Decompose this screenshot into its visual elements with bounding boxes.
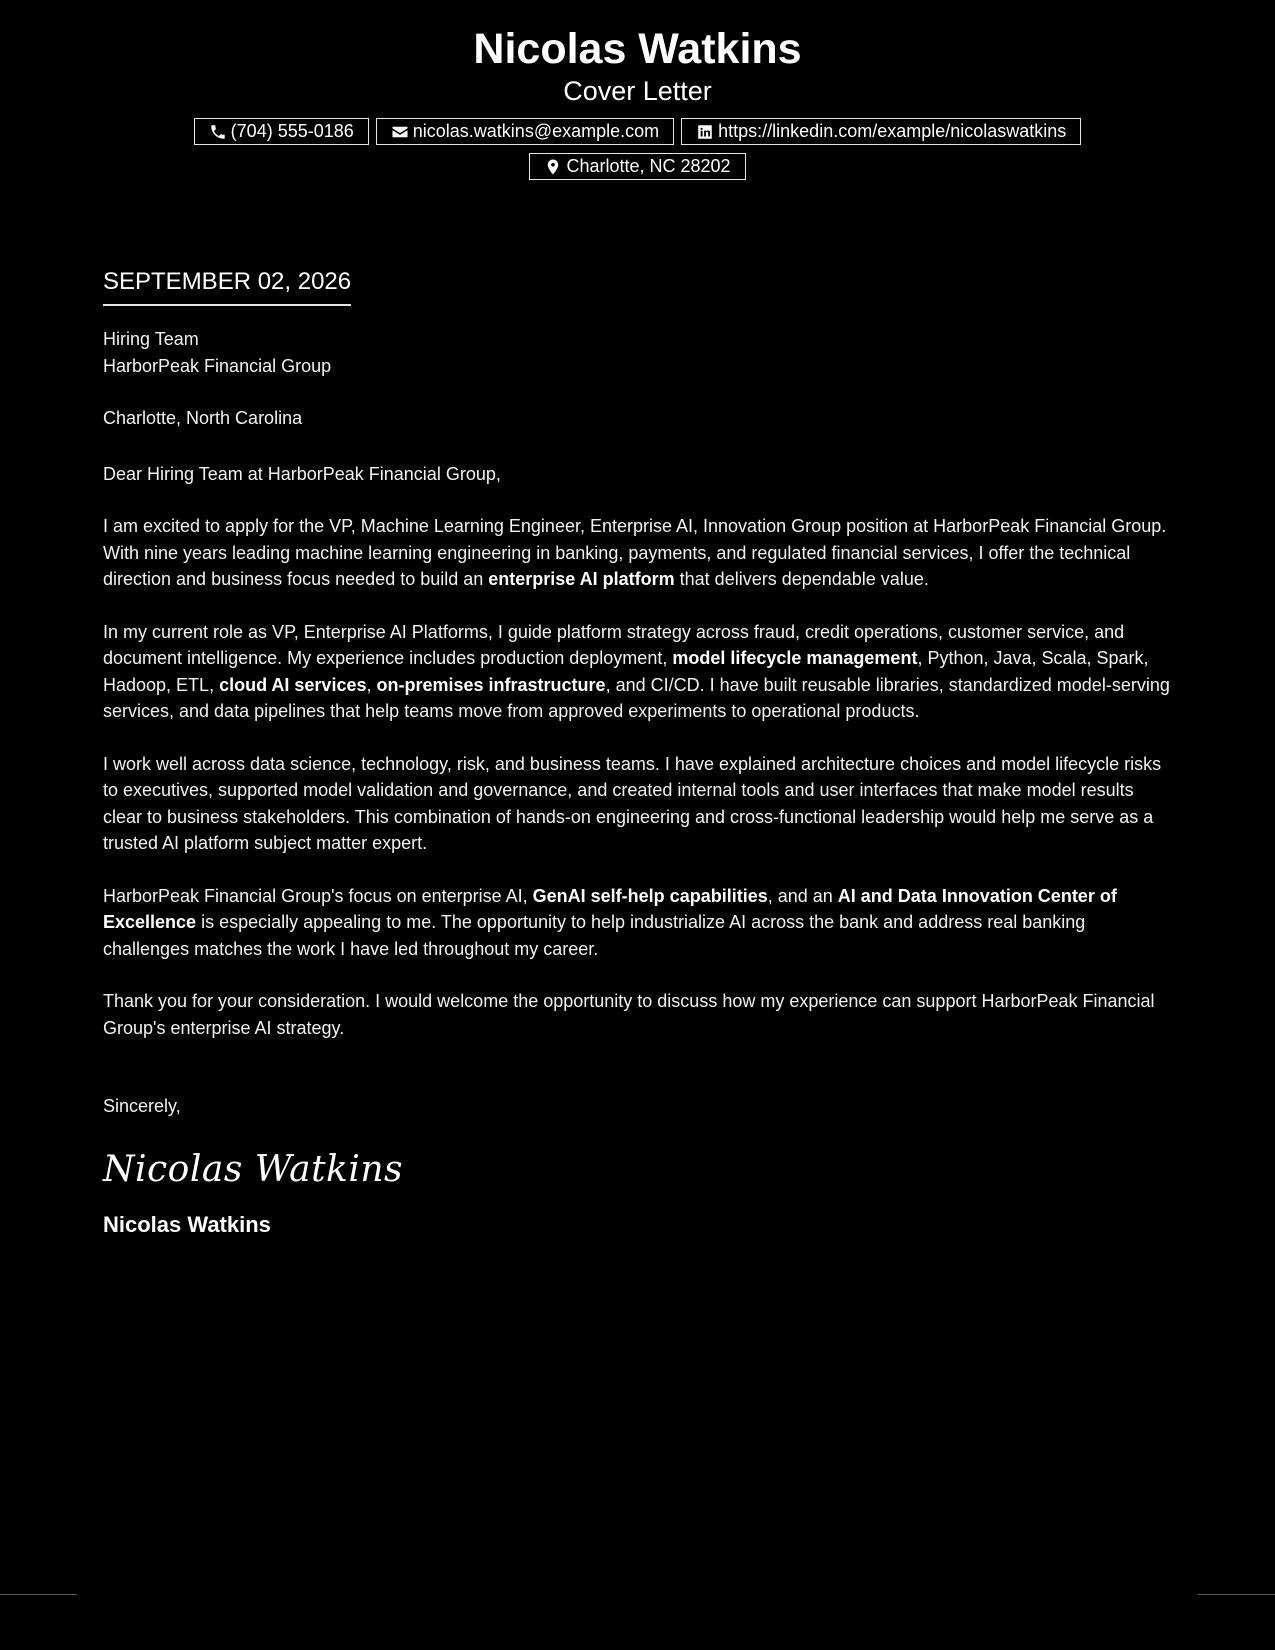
paragraph-2-highlight-2: cloud AI services (219, 674, 367, 695)
phone-icon (209, 123, 227, 141)
linkedin-icon (696, 123, 714, 141)
paragraph-2-text-d: , (366, 674, 377, 695)
contact-list (0, 118, 1275, 145)
paragraph-2-highlight-1: model lifecycle management (672, 648, 918, 668)
paragraph-2 (103, 619, 1173, 725)
contact-email-text: nicolas.watkins@example.com (412, 121, 660, 141)
paragraph-1-text-c: that delivers dependable value. (674, 569, 929, 589)
paragraph-2-text-e: , and CI/CD. I have built reusable libraries, standardized model-serving services, and data pipelines that help teams move from approved experiments to operational products. (103, 674, 1170, 721)
contact-linkedin[interactable] (681, 118, 1081, 145)
paragraph-4-highlight-2: AI and Data Innovation Center of Excellence (103, 885, 1117, 932)
contact-phone[interactable] (194, 118, 369, 145)
applicant-name: Nicolas Watkins (473, 25, 802, 73)
letter-body (103, 266, 1173, 1238)
recipient-block (103, 326, 1173, 379)
paragraph-1-text-a: I am excited to apply for the VP, Machine Learning Engineer, Enterprise AI, Innovation Group position at HarborPeak Financial Group. With nine years leading machine learning engineering in banking, payments, and regulated financial services, I offer the technical direction and business focus needed to build an (103, 516, 1167, 589)
recipient-team: Hiring Team (103, 329, 199, 349)
paragraph-4-text-d: is especially appealing to me. The opportunity to help industrialize AI across the bank and address real banking challenges matches the work I have led throughout my career. (103, 912, 1086, 959)
contact-linkedin-text: https://linkedin.com/example/nicolaswatkins (718, 121, 1067, 141)
paragraph-2-text-c: , Python, Java, Scala, Spark, Hadoop, ETL, (103, 648, 1149, 695)
paragraph-1-highlight-1: enterprise AI platform (488, 569, 675, 589)
paragraph-4 (103, 883, 1173, 963)
signature: Nicolas Watkins (103, 1148, 404, 1190)
paragraph-4-text-c: , and an (767, 885, 838, 906)
footer-divider-left (0, 1594, 77, 1595)
signer-name: Nicolas Watkins (103, 1211, 271, 1237)
paragraph-4-text-a: HarborPeak Financial Group's focus on enterprise AI, (103, 885, 533, 906)
map-marker-icon (544, 158, 562, 176)
contact-location-text: Charlotte, NC 28202 (566, 156, 731, 176)
paragraph-3: I work well across data science, technology, risk, and business teams. I have explained architecture choices and model lifecycle risks to executives, supported model validation and governance, and created internal tools and user interfaces that make model results clear to business stakeholders. This combination of hands-on engineering and cross-functional leadership would help me serve as a trusted AI platform subject matter expert. (103, 753, 1162, 853)
recipient-company: HarborPeak Financial Group (103, 355, 332, 376)
contact-list-row-2 (0, 153, 1275, 180)
paragraph-4-highlight-1: GenAI self-help capabilities (532, 885, 768, 906)
letter-date: SEPTEMBER 02, 2026 (103, 266, 351, 306)
greeting: Dear Hiring Team at HarborPeak Financial Group, (103, 463, 501, 484)
footer-divider-right (1198, 1594, 1275, 1595)
paragraph-5: Thank you for your consideration. I would welcome the opportunity to discuss how my experience can support HarborPeak Financial Group's enterprise AI strategy. (103, 991, 1155, 1038)
paragraph-2-highlight-3: on-premises infrastructure (376, 674, 606, 695)
document-type: Cover Letter (563, 76, 712, 106)
envelope-icon (391, 123, 409, 141)
letter-header (0, 22, 1275, 180)
contact-phone-text: (704) 555-0186 (230, 121, 354, 141)
closing: Sincerely, (103, 1096, 181, 1116)
contact-email[interactable] (376, 118, 674, 145)
paragraph-2-text-a: In my current role as VP, Enterprise AI Platforms, I guide platform strategy across fraud, credit operations, customer service, and document intelligence. My experience includes production deployment, (103, 621, 1125, 668)
paragraph-1 (103, 513, 1173, 593)
recipient-location: Charlotte, North Carolina (103, 408, 303, 428)
contact-location[interactable] (529, 153, 745, 180)
